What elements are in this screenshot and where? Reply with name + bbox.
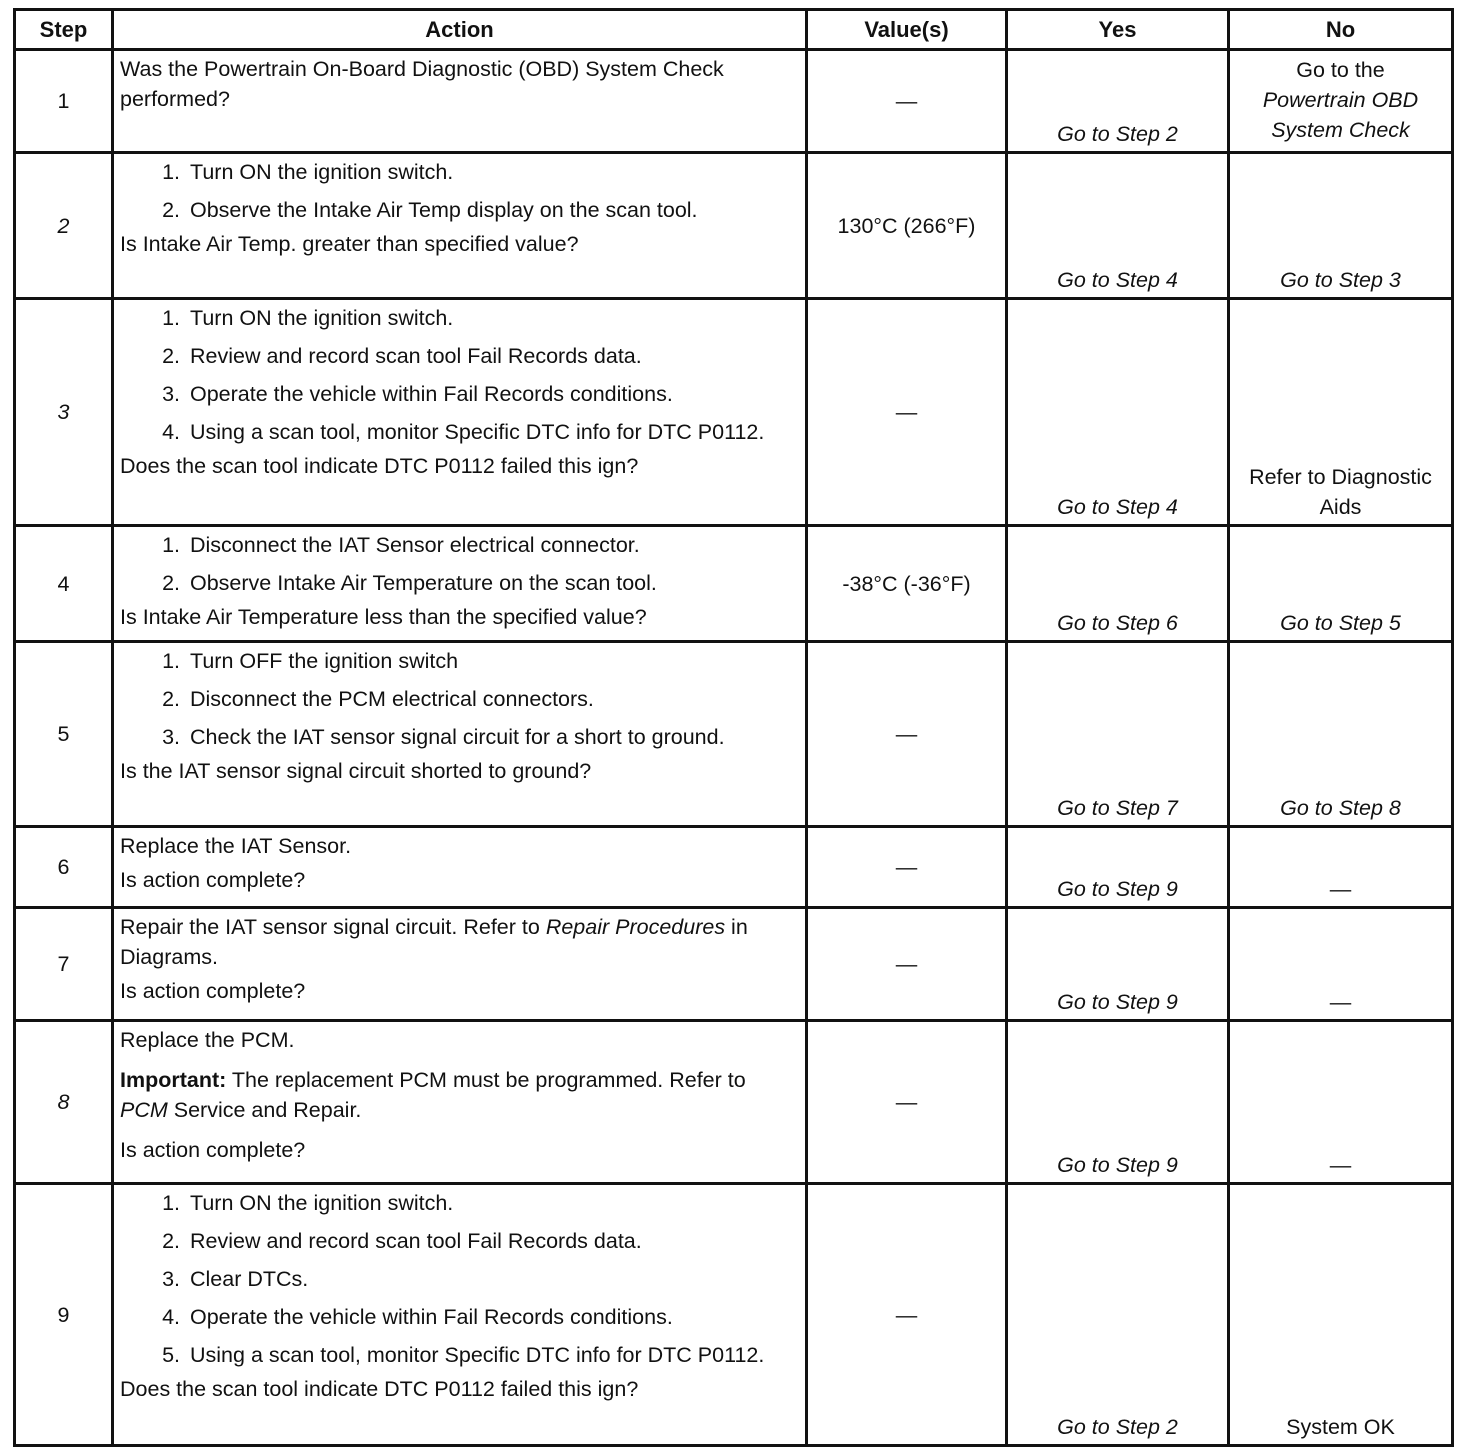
action-cell: [113, 908, 807, 1021]
header-no: No: [1229, 10, 1453, 50]
header-action: Action: [113, 10, 807, 50]
action-cell: [113, 827, 807, 908]
action-question: Does the scan tool indicate DTC P0112 failed this ign?: [120, 454, 639, 478]
action-question: Is action complete?: [120, 1138, 306, 1162]
no-cell: Refer to Diagnostic Aids: [1229, 299, 1453, 526]
yes-cell: Go to Step 9: [1007, 1021, 1229, 1184]
step-number: 8: [15, 1021, 113, 1184]
yes-cell: Go to Step 4: [1007, 299, 1229, 526]
value-cell: —: [807, 642, 1007, 827]
important-note: [120, 1065, 799, 1125]
action-text-a: Repair the IAT sensor signal circuit. Refer to: [120, 915, 546, 939]
yes-cell: Go to Step 7: [1007, 642, 1229, 827]
step-number: 1: [15, 50, 113, 153]
step-number: 6: [15, 827, 113, 908]
no-cell: —: [1229, 908, 1453, 1021]
step-number: 9: [15, 1184, 113, 1446]
action-cell: [113, 1184, 807, 1446]
list-item: 1. Turn OFF the ignition switch: [186, 646, 799, 676]
list-item: 1. Turn ON the ignition switch.: [186, 157, 799, 187]
action-list: [120, 1188, 799, 1370]
list-item: 2. Observe Intake Air Temperature on the scan tool.: [186, 568, 799, 598]
step-number: 5: [15, 642, 113, 827]
table-row: [15, 908, 1453, 1021]
important-text-a: The replacement PCM must be programmed. Refer to: [226, 1068, 746, 1092]
list-item: 2. Review and record scan tool Fail Records data.: [186, 1226, 799, 1256]
important-text-b: Service and Repair.: [167, 1098, 362, 1122]
yes-cell: Go to Step 9: [1007, 827, 1229, 908]
no-cell: [1229, 50, 1453, 153]
no-cell: Go to Step 5: [1229, 526, 1453, 642]
table-row: [15, 827, 1453, 908]
action-text: [120, 912, 799, 972]
table-row: [15, 526, 1453, 642]
table-row: [15, 153, 1453, 299]
action-text: Replace the PCM.: [120, 1028, 295, 1052]
yes-cell: Go to Step 9: [1007, 908, 1229, 1021]
header-step: Step: [15, 10, 113, 50]
action-cell: [113, 153, 807, 299]
action-text: Was the Powertrain On-Board Diagnostic (OBD) System Check performed?: [120, 57, 724, 111]
action-question: Is Intake Air Temp. greater than specified value?: [120, 232, 579, 256]
list-item: 1. Turn ON the ignition switch.: [186, 1188, 799, 1218]
action-cell: [113, 1021, 807, 1184]
yes-cell: Go to Step 4: [1007, 153, 1229, 299]
list-item: 3. Clear DTCs.: [186, 1264, 799, 1294]
yes-cell: Go to Step 2: [1007, 1184, 1229, 1446]
action-list: [120, 530, 799, 598]
action-cell: [113, 526, 807, 642]
yes-cell: Go to Step 6: [1007, 526, 1229, 642]
repair-procedures-reference: Repair Procedures: [545, 915, 726, 939]
no-cell: —: [1229, 1021, 1453, 1184]
action-question: Is the IAT sensor signal circuit shorted to ground?: [120, 759, 592, 783]
important-label: Important:: [120, 1068, 227, 1092]
list-item: 5. Using a scan tool, monitor Specific DTC info for DTC P0112.: [186, 1340, 799, 1370]
action-question: Does the scan tool indicate DTC P0112 failed this ign?: [120, 1377, 639, 1401]
action-cell: [113, 642, 807, 827]
no-cell: —: [1229, 827, 1453, 908]
value-cell: 130°C (266°F): [807, 153, 1007, 299]
list-item: 1. Turn ON the ignition switch.: [186, 303, 799, 333]
action-cell: [113, 50, 807, 153]
value-cell: —: [807, 1021, 1007, 1184]
diagnostic-table: [13, 8, 1454, 1447]
value-cell: -38°C (-36°F): [807, 526, 1007, 642]
list-item: 4. Operate the vehicle within Fail Records conditions.: [186, 1302, 799, 1332]
list-item: 1. Disconnect the IAT Sensor electrical connector.: [186, 530, 799, 560]
list-item: 2. Disconnect the PCM electrical connectors.: [186, 684, 799, 714]
value-cell: —: [807, 908, 1007, 1021]
header-values: Value(s): [807, 10, 1007, 50]
list-item: 2. Observe the Intake Air Temp display on the scan tool.: [186, 195, 799, 225]
value-cell: —: [807, 50, 1007, 153]
table-row: [15, 642, 1453, 827]
value-cell: —: [807, 827, 1007, 908]
list-item: 3. Check the IAT sensor signal circuit for a short to ground.: [186, 722, 799, 752]
value-cell: —: [807, 299, 1007, 526]
list-item: 4. Using a scan tool, monitor Specific DTC info for DTC P0112.: [186, 417, 799, 447]
action-text: Replace the IAT Sensor.: [120, 834, 352, 858]
no-cell: System OK: [1229, 1184, 1453, 1446]
value-cell: —: [807, 1184, 1007, 1446]
step-number: 2: [15, 153, 113, 299]
action-question: Is Intake Air Temperature less than the specified value?: [120, 605, 647, 629]
action-question: Is action complete?: [120, 868, 306, 892]
header-row: [15, 10, 1453, 50]
action-list: [120, 303, 799, 447]
no-reference: Powertrain OBD System Check: [1262, 88, 1419, 142]
no-text: Go to the: [1296, 58, 1385, 82]
table-row: [15, 1021, 1453, 1184]
list-item: 3. Operate the vehicle within Fail Records conditions.: [186, 379, 799, 409]
list-item: 2. Review and record scan tool Fail Records data.: [186, 341, 799, 371]
table-row: [15, 1184, 1453, 1446]
yes-cell: Go to Step 2: [1007, 50, 1229, 153]
header-yes: Yes: [1007, 10, 1229, 50]
no-cell: Go to Step 3: [1229, 153, 1453, 299]
action-cell: [113, 299, 807, 526]
action-question: Is action complete?: [120, 979, 306, 1003]
action-list: [120, 157, 799, 225]
table-row: [15, 50, 1453, 153]
step-number: 3: [15, 299, 113, 526]
action-text-b: in Diagrams.: [120, 915, 748, 969]
table-row: [15, 299, 1453, 526]
step-number: 7: [15, 908, 113, 1021]
action-list: [120, 646, 799, 752]
pcm-reference: PCM: [120, 1098, 168, 1122]
step-number: 4: [15, 526, 113, 642]
no-cell: Go to Step 8: [1229, 642, 1453, 827]
